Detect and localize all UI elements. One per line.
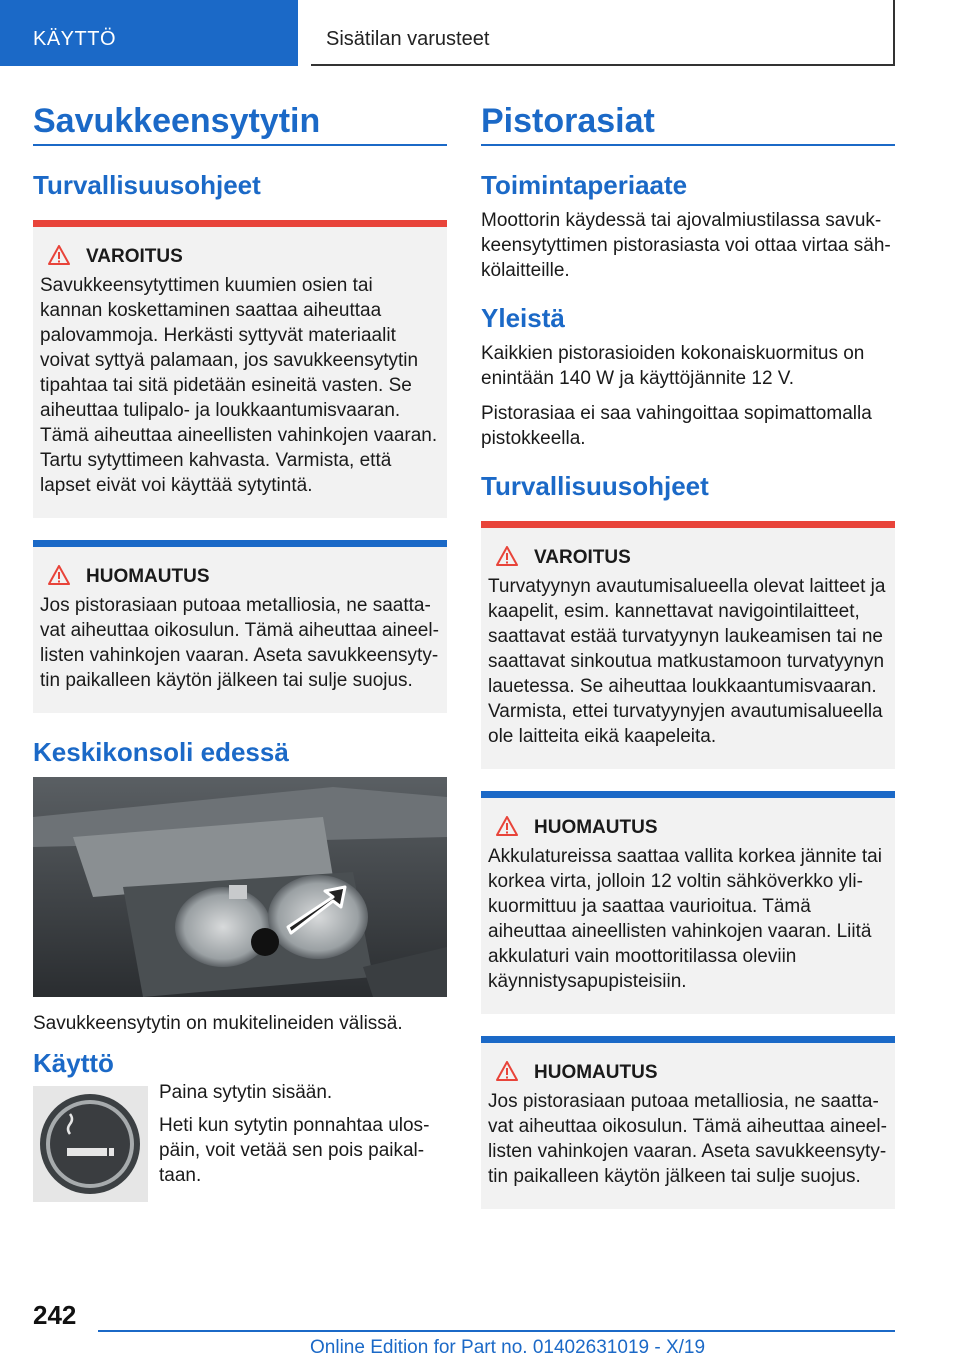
warning-triangle-icon [496,546,518,566]
warning-box-lighter [33,220,447,518]
header-chapter-label: Sisätilan varusteet [326,28,490,50]
warning-text: Turvatyynyn avautumisalueella olevat laitteet ja kaapelit, esim. kannettavat navigointilaitteet, saattavat estää turvatyynyn laukeamisen tai ne saattavat sinkoutua matkustamoon turvatyynyn lauetessa. Se aiheuttaa loukkaantumisvaaran. Varmista, ettei turvatyynyjen avautumisalueella ole laitteita eikä kaapeleita. [488,576,886,747]
heading-center-console: Keskikonsoli edessä [33,737,289,767]
usage-step-1: Paina sytytin sisään. [159,1082,333,1103]
lighter-button-image [33,1086,148,1202]
heading-safety-right: Turvallisuusohjeet [481,471,709,501]
header-section-tab [0,0,298,66]
heading-principle: Toimintaperiaate [481,170,688,200]
warning-text: Savukkeensytyttimen kuumien osien tai kannan koskettaminen saattaa aiheuttaa palovammoja. Herkästi syttyvät materiaalit voivat syttyä palamaan, jos savukkeensytytin tipahtaa tai sitä pidetään esineitä vasten. Se aiheuttaa tulipalo- ja loukkaantumisvaaran. Tämä aiheuttaa aineellisten vahinkojen vaaran. Tartu sytyttimeen kahvasta. Varmista, että lapset eivät voi käyttää sytytintä. [40,275,438,496]
header-chapter-box [311,0,895,66]
notice-bar [33,540,447,547]
principle-text: Moottorin käydessä tai ajovalmiustilassa savukkeensytyttimen pistorasiasta voi ottaa virtaa sähkölaitteille. [481,210,891,281]
footer-divider [98,1330,895,1332]
heading-usage: Käyttö [33,1048,114,1078]
right-column [481,98,895,1231]
heading-safety-left: Turvallisuusohjeet [33,170,261,200]
notice-text: Jos pistorasiaan putoaa metalliosia, ne saattavat aiheuttaa oikosulun. Tämä aiheuttaa aineellisten vahinkojen vaaran. Aseta savukkeensytytin paikalleen käytön jälkeen tai sulje suojus. [488,1091,887,1187]
warning-triangle-icon [48,565,70,585]
notice-bar [481,1036,895,1043]
general-text-1: Kaikkien pistorasioiden kokonaiskuormitus on enintään 140 W ja käyttöjännite 12 V. [481,343,865,389]
notice-bar [481,791,895,798]
general-text-2: Pistorasiaa ei saa vahingoittaa sopimattomalla pistokkeella. [481,403,872,449]
warning-label: VAROITUS [534,547,631,568]
notice-box-metal [481,1036,895,1209]
warning-triangle-icon [496,816,518,836]
page-number: 242 [33,1300,77,1330]
section-title-sockets: Pistorasiat [481,98,895,146]
warning-label: VAROITUS [86,246,183,267]
warning-bar [33,220,447,227]
warning-bar [481,521,895,528]
warning-triangle-icon [496,1061,518,1081]
notice-text: Jos pistorasiaan putoaa metalliosia, ne saattavat aiheuttaa oikosulun. Tämä aiheuttaa aineellisten vahinkojen vaaran. Aseta savukkeensytytin paikalleen käytön jälkeen tai sulje suojus. [40,595,439,691]
center-console-photo [33,777,447,997]
notice-text: Akkulatureissa saattaa vallita korkea jännite tai korkea virta, jolloin 12 voltin sähköverkko ylikuormittuu ja saattaa vaurioitua. Tämä aiheuttaa aineellisten vahinkojen vaaran. Liitä akkulaturi vain moottoritilassa oleviin käynnistysapupisteisiin. [488,846,882,992]
warning-triangle-icon [48,245,70,265]
notice-label: HUOMAUTUS [86,566,210,587]
left-column [33,98,447,1202]
header-section-label: KÄYTTÖ [33,28,117,50]
notice-label: HUOMAUTUS [534,1062,658,1083]
section-title-lighter: Savukkeensytytin [33,98,447,146]
cigarette-lighter-icon [33,1086,148,1202]
photo-caption: Savukkeensytytin on mukitelineiden välissä. [33,1013,403,1034]
notice-box-lighter [33,540,447,713]
heading-general: Yleistä [481,303,565,333]
footer-edition-link[interactable]: Online Edition for Part no. 01402631019 - X/19 [310,1337,706,1358]
warning-box-sockets [481,521,895,769]
usage-section [33,1082,447,1202]
notice-label: HUOMAUTUS [534,817,658,838]
notice-box-charger [481,791,895,1014]
usage-step-2: Heti kun sytytin ponnahtaa ulospäin, voit vetää sen pois paikaltaan. [159,1115,430,1186]
